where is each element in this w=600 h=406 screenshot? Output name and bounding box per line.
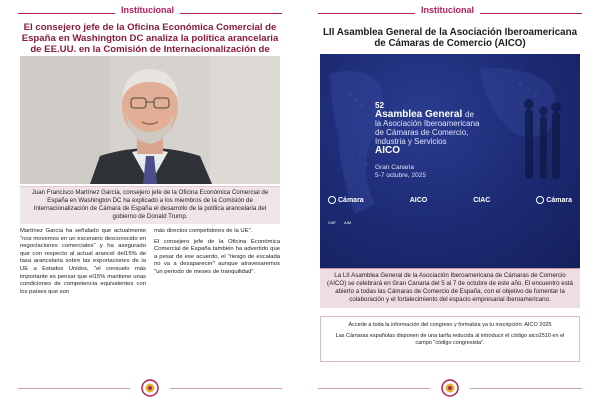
article-title: LII Asamblea General de la Asociación Iberoamericana de Cámaras de Comercio (AICO): [322, 27, 578, 49]
right-page: [300, 0, 600, 406]
footer-rule-right: [170, 388, 282, 389]
poster-title-line: [375, 110, 480, 119]
paragraph: El consejero jefe de la Oficina Económica Comercial de España también ha advertido que a pesar de ese acuerdo, el "riesgo de escalada no va a desaparecer" aunque atravesaremos "un periodo de meses de tranquilidad".: [154, 238, 280, 275]
poster-aico: AICO: [375, 145, 400, 156]
poster-background-map: [320, 54, 580, 268]
footer-rule-right: [470, 388, 582, 389]
registration-link-text[interactable]: Accede a toda la información del congreso y formaliza ya tu inscripción: AICO 2025: [348, 322, 552, 328]
aico-logo: AICO: [409, 196, 428, 204]
poster-line: Industria y Servicios: [375, 137, 447, 146]
section-label: Institucional: [415, 5, 480, 15]
camara-seal-icon: [440, 378, 460, 398]
sponsor-aim: AIM: [344, 220, 352, 225]
paragraph: más directos competidores de la UE".: [154, 228, 253, 234]
portrait-photo: [20, 56, 280, 184]
sponsor-caf: CAF: [328, 220, 336, 225]
photo-caption: Juan Francisco Martínez García, consejero jefe de la Oficina Económica Comercial de España en Washington DC ha explicado a los miembros de la Comisión de Internacionalización de Cámara de España el desarrollo de la política arancelaria del gobierno de Donald Trump.: [20, 186, 280, 224]
ciac-logo: CIAC: [473, 196, 491, 204]
poster-sponsors: [328, 220, 351, 225]
poster-line: de Cámaras de Comercio,: [375, 128, 469, 137]
poster-dates: [375, 164, 426, 180]
footer-rule-left: [18, 388, 130, 389]
camara-seal-icon: [140, 378, 160, 398]
camara-logo: Cámara: [536, 196, 572, 204]
event-poster: [320, 54, 580, 268]
portrait-illustration: [20, 56, 280, 184]
body-column-1: [20, 228, 146, 299]
poster-place: Gran Canaria: [375, 164, 415, 171]
section-label: Institucional: [115, 5, 180, 15]
camara-logo-icon: [536, 196, 544, 204]
poster-title-main: Asamblea General: [375, 109, 463, 120]
poster-title-suffix: de: [465, 110, 474, 119]
article-title: El consejero jefe de la Oficina Económica Comercial de España en Washington DC analiza la política arancelaria de EE.UU. en la Comisión de Internacionalización de: [21, 22, 279, 55]
article-body: [20, 228, 280, 299]
body-column-2: [154, 228, 280, 299]
poster-logos: [328, 196, 572, 204]
camara-logo: Cámara: [328, 196, 364, 204]
discount-code-text: Las Cámaras españolas disponen de una tarifa reducida al introducir el código aico2510 en el campo "código congresista".: [335, 332, 565, 346]
poster-line: la Asociación Iberoamericana: [375, 119, 480, 128]
poster-date-range: 5-7 octubre, 2025: [375, 172, 426, 179]
poster-headline: [375, 101, 480, 155]
poster-number: 52: [375, 101, 384, 110]
paragraph: Martínez García ha señalado que actualmente "nos movemos en un escenario desconocido en negociaciones comerciales" y ha asegurado que con respecto al actual arancel del15% de tasa arancelaria sobre las exportaciones de la UE a Estados Unidos, "el consuelo más importante es pensar que el15% mantiene unas condiciones de competencia equivalentes con los países que son: [20, 228, 146, 295]
camara-logo-icon: [328, 196, 336, 204]
event-info-box: La LII Asamblea General de la Asociación Iberoamericana de Cámaras de Comercio (AICO) se celebrará en Gran Canaria del 5 al 7 de octubre de este año. El encuentro está abierto a todas las Cámaras de Comercio de España, con el objetivo de fomentar la colaboración y el fortalecimiento del espacio empresarial iberoamericano.: [320, 268, 580, 308]
registration-box: [320, 316, 580, 362]
footer-rule-left: [318, 388, 430, 389]
